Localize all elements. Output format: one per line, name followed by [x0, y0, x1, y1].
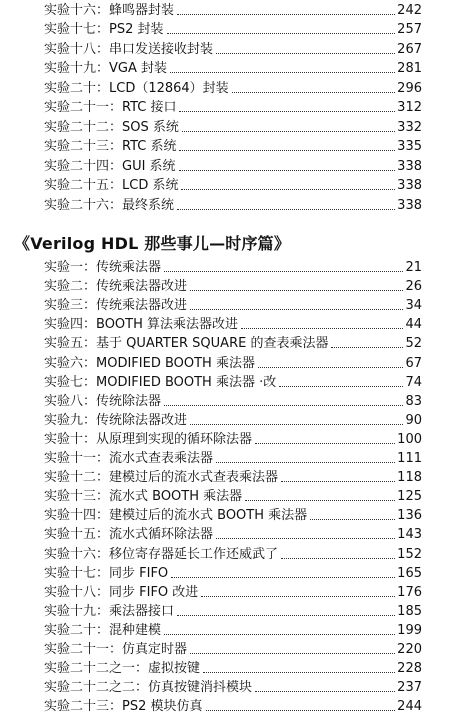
entry-page: 100 [397, 431, 422, 447]
toc-entry[interactable] [44, 334, 422, 353]
entry-page: 338 [397, 158, 422, 174]
toc-entry[interactable] [44, 117, 422, 137]
entry-label: 实验二十：LCD（12864）封装 [44, 80, 229, 96]
entry-page: 83 [405, 393, 422, 409]
entry-page: 220 [397, 641, 422, 657]
toc-entry[interactable] [44, 411, 422, 430]
entry-label: 实验十六：蜂鸣器封装 [44, 2, 175, 18]
leader-dots [216, 52, 395, 54]
toc-entry[interactable] [44, 315, 422, 334]
toc-entry[interactable] [44, 277, 422, 296]
toc-entry[interactable] [44, 59, 422, 79]
leader-dots [190, 652, 395, 654]
entry-label: 实验十二：建模过后的流水式查表乘法器 [44, 470, 279, 486]
leader-dots [164, 633, 395, 635]
toc-entry[interactable] [44, 678, 422, 697]
leader-dots [216, 537, 395, 539]
leader-dots [203, 671, 395, 673]
entry-page: 237 [397, 680, 422, 696]
toc-entry[interactable] [44, 195, 422, 215]
entry-page: 111 [397, 451, 422, 467]
entry-label: 实验二：传统乘法器改进 [44, 279, 188, 295]
leader-dots [190, 289, 403, 291]
entry-label: 实验二十三：RTC 系统 [44, 139, 177, 154]
entry-page: 74 [405, 374, 422, 390]
entry-label: 实验五：基于 QUARTER SQUARE 的查表乘法器 [44, 336, 329, 352]
entry-page: 26 [405, 279, 422, 295]
leader-dots [167, 32, 396, 34]
leader-dots [281, 557, 395, 559]
entry-page: 90 [405, 412, 422, 428]
leader-dots [179, 149, 395, 151]
entry-label: 实验二十四：GUI 系统 [44, 158, 176, 174]
entry-page: 338 [397, 197, 422, 213]
entry-label: 实验六：MODIFIED BOOTH 乘法器 [44, 355, 255, 371]
entry-label: 实验十三：流水式 BOOTH 乘法器 [44, 489, 243, 505]
toc-list-bottom [44, 258, 422, 716]
entry-label: 实验十一：流水式查表乘法器 [44, 451, 214, 467]
entry-page: 125 [397, 489, 422, 505]
leader-dots [170, 71, 395, 73]
toc-entry[interactable] [44, 468, 422, 487]
entry-label: 实验四：BOOTH 算法乘法器改进 [44, 317, 239, 333]
entry-page: 338 [397, 178, 422, 193]
leader-dots [190, 423, 403, 425]
entry-label: 实验二十六：最终系统 [44, 197, 175, 213]
entry-page: 176 [397, 584, 422, 600]
toc-entry[interactable] [44, 640, 422, 659]
leader-dots [310, 518, 395, 520]
toc-entry[interactable] [44, 392, 422, 411]
toc-entry[interactable] [44, 487, 422, 506]
entry-page: 335 [397, 139, 422, 154]
entry-page: 228 [397, 661, 422, 677]
entry-label: 实验二十一：仿真定时器 [44, 641, 188, 657]
toc-entry[interactable] [44, 544, 422, 563]
toc-entry[interactable] [44, 137, 422, 157]
entry-label: 实验三：传统乘法器改进 [44, 298, 188, 314]
entry-label: 实验十：从原理到实现的循环除法器 [44, 431, 253, 447]
leader-dots [216, 461, 395, 463]
entry-page: 244 [397, 699, 422, 715]
entry-label: 实验一：传统乘法器 [44, 260, 162, 276]
toc-entry[interactable] [44, 98, 422, 118]
entry-label: 实验十五：流水式循环除法器 [44, 527, 214, 543]
leader-dots [241, 327, 403, 329]
entry-page: 67 [405, 355, 422, 371]
leader-dots [232, 91, 395, 93]
entry-label: 实验二十：混种建模 [44, 622, 162, 638]
entry-label: 实验七：MODIFIED BOOTH 乘法器 ·改 [44, 374, 277, 390]
leader-dots [245, 499, 395, 501]
leader-dots [171, 576, 395, 578]
leader-dots [164, 404, 403, 406]
entry-page: 152 [397, 546, 422, 562]
toc-entry[interactable] [44, 697, 422, 716]
leader-dots [331, 346, 403, 348]
entry-page: 143 [397, 527, 422, 543]
leader-dots [179, 110, 395, 112]
leader-dots [279, 385, 403, 387]
entry-page: 185 [397, 603, 422, 619]
entry-label: 实验十八：串口发送接收封装 [44, 41, 214, 57]
entry-page: 257 [397, 22, 422, 37]
leader-dots [177, 13, 395, 15]
toc-entry[interactable] [44, 20, 422, 40]
entry-page: 165 [397, 565, 422, 581]
entry-label: 实验二十二：SOS 系统 [44, 119, 179, 135]
leader-dots [177, 614, 395, 616]
toc-entry[interactable] [44, 659, 422, 678]
entry-label: 实验十四：建模过后的流水式 BOOTH 乘法器 [44, 508, 308, 524]
leader-dots [190, 308, 403, 310]
entry-page: 332 [397, 119, 422, 135]
entry-page: 44 [405, 317, 422, 333]
toc-entry[interactable] [44, 156, 422, 176]
toc-entry[interactable] [44, 602, 422, 621]
entry-label: 实验十七：同步 FIFO [44, 565, 169, 581]
entry-label: 实验二十二之一：虚拟按键 [44, 661, 201, 677]
toc-entry[interactable] [44, 564, 422, 583]
leader-dots [255, 442, 395, 444]
toc-entry[interactable] [44, 621, 422, 640]
leader-dots [255, 690, 395, 692]
toc-entry[interactable] [44, 0, 422, 20]
entry-page: 34 [405, 298, 422, 314]
entry-page: 118 [397, 470, 422, 486]
entry-page: 312 [397, 100, 422, 115]
leader-dots [164, 270, 403, 272]
leader-dots [281, 480, 395, 482]
entry-page: 199 [397, 622, 422, 638]
toc-entry[interactable] [44, 449, 422, 468]
entry-label: 实验十七：PS2 封装 [44, 22, 164, 37]
toc-entry[interactable] [44, 78, 422, 98]
entry-label: 实验十六：移位寄存器延长工作还威武了 [44, 546, 279, 562]
toc-entry[interactable] [44, 373, 422, 392]
leader-dots [201, 595, 395, 597]
entry-label: 实验十九：VGA 封装 [44, 61, 167, 76]
entry-page: 281 [397, 61, 422, 76]
section-title: 《Verilog HDL 那些事儿—时序篇》 [14, 234, 291, 253]
entry-page: 136 [397, 508, 422, 524]
leader-dots [177, 208, 395, 210]
toc-entry[interactable] [44, 296, 422, 315]
toc-entry[interactable] [44, 506, 422, 525]
entry-label: 实验二十二之二：仿真按键消抖模块 [44, 680, 253, 696]
entry-page: 242 [397, 2, 422, 18]
entry-label: 实验十八：同步 FIFO 改进 [44, 584, 199, 600]
entry-page: 267 [397, 41, 422, 57]
entry-label: 实验十九：乘法器接口 [44, 603, 175, 619]
toc-entry[interactable] [44, 176, 422, 196]
toc-list-top [44, 0, 422, 215]
leader-dots [206, 709, 396, 711]
toc-entry[interactable] [44, 583, 422, 602]
leader-dots [182, 130, 395, 132]
entry-label: 实验九：传统除法器改进 [44, 412, 188, 428]
toc-entry[interactable] [44, 39, 422, 59]
toc-entry[interactable] [44, 258, 422, 277]
entry-page: 296 [397, 80, 422, 96]
leader-dots [179, 169, 396, 171]
entry-page: 21 [405, 260, 422, 276]
toc-entry[interactable] [44, 430, 422, 449]
entry-label: 实验二十五：LCD 系统 [44, 178, 179, 193]
entry-page: 52 [405, 336, 422, 352]
toc-entry[interactable] [44, 525, 422, 544]
toc-entry[interactable] [44, 353, 422, 372]
entry-label: 实验二十三：PS2 模块仿真 [44, 699, 203, 715]
entry-label: 实验二十一：RTC 接口 [44, 100, 177, 115]
leader-dots [181, 188, 395, 190]
leader-dots [258, 366, 403, 368]
entry-label: 实验八：传统除法器 [44, 393, 162, 409]
